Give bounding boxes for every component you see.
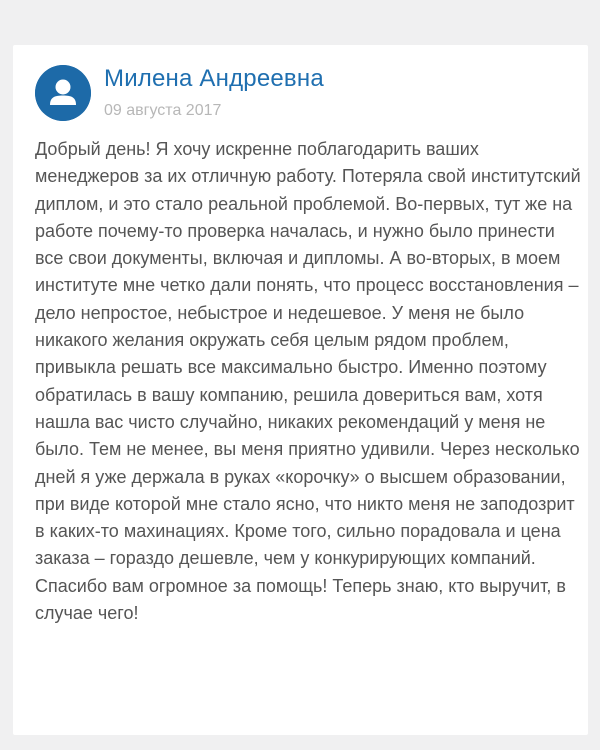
review-card	[13, 45, 588, 735]
review-author-name: Милена Андреевна	[104, 65, 324, 92]
avatar	[35, 65, 91, 121]
user-silhouette-icon	[35, 65, 91, 121]
review-date: 09 августа 2017	[104, 102, 222, 119]
review-text: Добрый день! Я хочу искренне поблагодарить ваших менеджеров за их отличную работу. Потеряла свой институтский диплом, и это стало реальной проблемой. Во-первых, тут же на работе почему-то проверка началась, и нужно было принести все свои документы, включая и дипломы. А во-вторых, в моем институте мне четко дали понять, что процесс восстановления – дело непростое, небыстрое и недешевое. У меня не было никакого желания окружать себя целым рядом проблем, привыкла решать все максимально быстро. Именно поэтому обратилась в вашу компанию, решила довериться вам, хотя нашла вас чисто случайно, никаких рекомендаций у меня не было. Тем не менее, вы меня приятно удивили. Через несколько дней я уже держала в руках «корочку» о высшем образовании, при виде которой мне стало ясно, что никто меня не заподозрит в каких-то махинациях. Кроме того, сильно порадовала и цена заказа – гораздо дешевле, чем у конкурирующих компаний. Спасибо вам огромное за помощь! Теперь знаю, кто выручит, в случае чего!	[35, 139, 581, 624]
